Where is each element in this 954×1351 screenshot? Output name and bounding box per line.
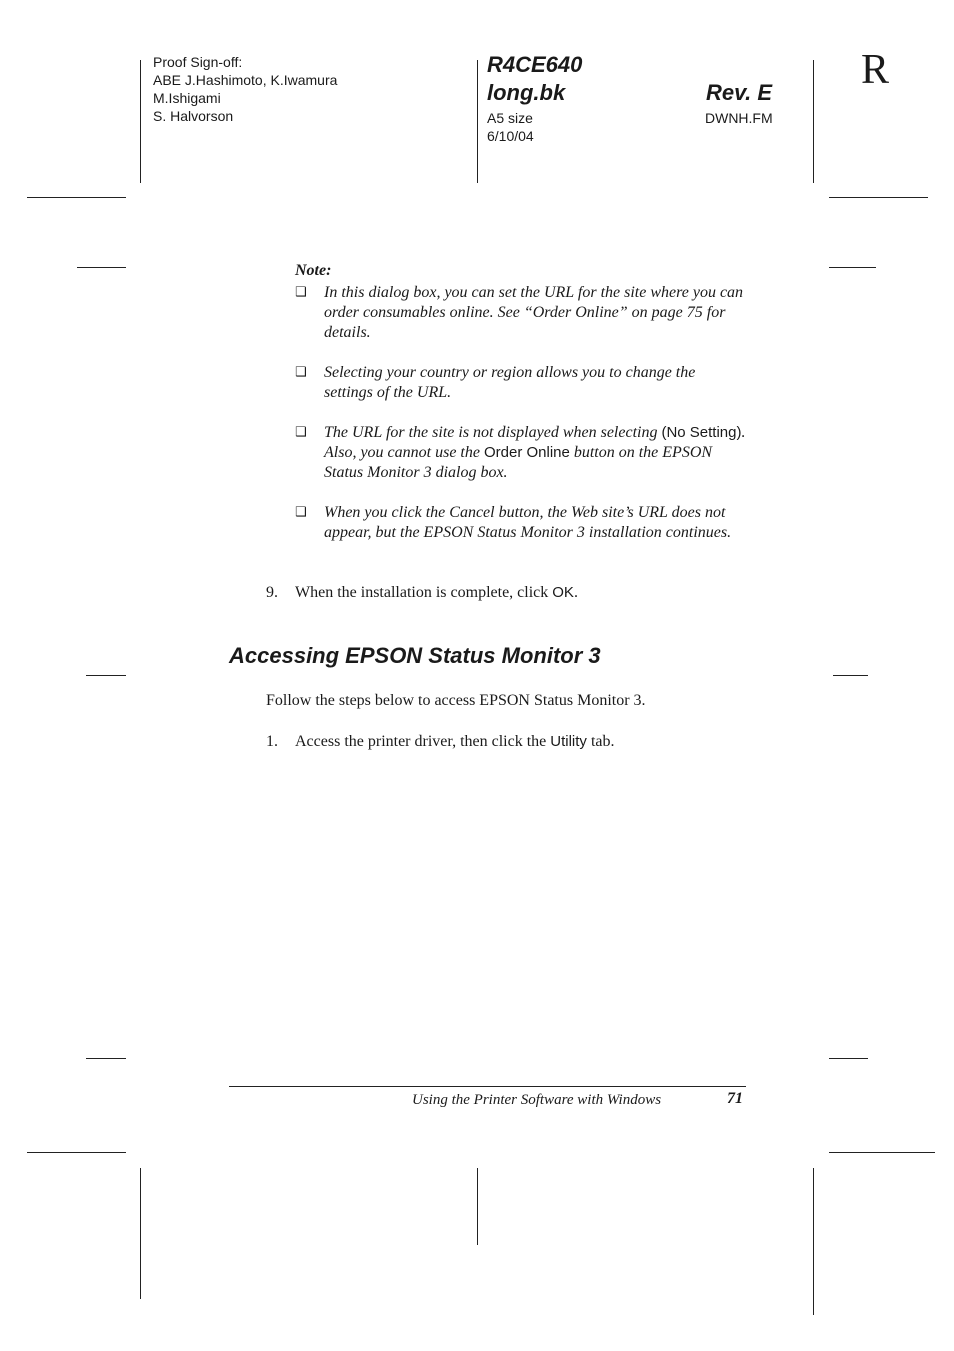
crop-mark-bottom-right-horizontal (829, 1152, 935, 1153)
ui-term-no-setting: (No Setting) (661, 424, 742, 441)
note-text-part: . Also, you cannot use the (324, 424, 746, 461)
trim-mark-middle-right (833, 675, 868, 676)
document-id-block (487, 51, 582, 107)
size-date-block (487, 109, 534, 145)
note-item-text (324, 423, 747, 483)
note-item-text: In this dialog box, you can set the URL for the site where you can order consumables online. See “Order Online” on page 75 for details. (324, 284, 744, 341)
step-text: . (573, 584, 578, 601)
note-text-part: button on the EPSON Status Monitor 3 dialog box. (324, 444, 713, 481)
note-text-part: The URL for the site is not displayed when selecting (324, 424, 662, 441)
crop-mark-top-left-vertical (140, 60, 141, 183)
paper-size: A5 size (487, 110, 533, 126)
note-item (295, 503, 747, 543)
ui-term-utility: Utility (550, 733, 587, 750)
crop-mark-top-left-horizontal (27, 197, 126, 198)
proof-line: ABE J.Hashimoto, K.Iwamura (153, 72, 338, 88)
crop-mark-top-right-vertical (813, 60, 814, 183)
ui-term-order-online: Order Online (483, 444, 570, 461)
trim-mark-lower-left (86, 1058, 126, 1059)
doc-code: R4CE640 (487, 52, 583, 77)
note-item (295, 423, 747, 483)
crop-mark-top-right-horizontal (829, 197, 928, 198)
note-item (295, 363, 747, 403)
checkbox-bullet-icon: ❑ (295, 425, 307, 440)
trim-mark-upper-right (829, 267, 876, 268)
crop-mark-bottom-center-vertical (477, 1168, 478, 1245)
note-item-text: When you click the Cancel button, the Web site’s URL does not appear, but the EPSON Status Monitor 3 installation continues. (324, 504, 732, 541)
checkbox-bullet-icon: ❑ (295, 505, 307, 520)
proof-line: S. Halvorson (153, 108, 234, 124)
page-number: 71 (727, 1090, 743, 1107)
ui-term-ok: OK (552, 584, 574, 601)
proof-line: Proof Sign-off: (153, 54, 243, 70)
book-name: long.bk (487, 80, 566, 105)
crop-mark-bottom-right-vertical (813, 1168, 814, 1315)
trim-mark-middle-left (86, 675, 126, 676)
note-item-text: Selecting your country or region allows you to change the settings of the URL. (324, 364, 696, 401)
checkbox-bullet-icon: ❑ (295, 285, 307, 300)
trim-mark-upper-left (77, 267, 126, 268)
file-name: DWNH.FM (705, 110, 773, 126)
step-number: 9. (266, 584, 278, 601)
note-label: Note: (295, 262, 332, 279)
step-text: Access the printer driver, then click the (295, 733, 551, 750)
corner-letter: R (861, 47, 890, 93)
crop-mark-bottom-left-vertical (140, 1168, 141, 1299)
checkbox-bullet-icon: ❑ (295, 365, 307, 380)
proof-line: M.Ishigami (153, 90, 221, 106)
step-item (266, 732, 614, 752)
note-item (295, 283, 747, 343)
step-item (266, 583, 578, 603)
trim-mark-lower-right (829, 1058, 868, 1059)
section-intro: Follow the steps below to access EPSON Status Monitor 3. (266, 692, 646, 709)
step-text: tab. (586, 733, 615, 750)
running-title: Using the Printer Software with Windows (412, 1092, 662, 1108)
proof-signoff-block (153, 53, 337, 125)
crop-mark-top-center-vertical (477, 60, 478, 183)
section-heading: Accessing EPSON Status Monitor 3 (229, 643, 601, 668)
step-number: 1. (266, 733, 278, 750)
revision-label: Rev. E (706, 80, 773, 105)
footer-rule (229, 1086, 746, 1087)
print-date: 6/10/04 (487, 128, 534, 144)
crop-mark-bottom-left-horizontal (27, 1152, 126, 1153)
step-text: When the installation is complete, click (295, 584, 553, 601)
